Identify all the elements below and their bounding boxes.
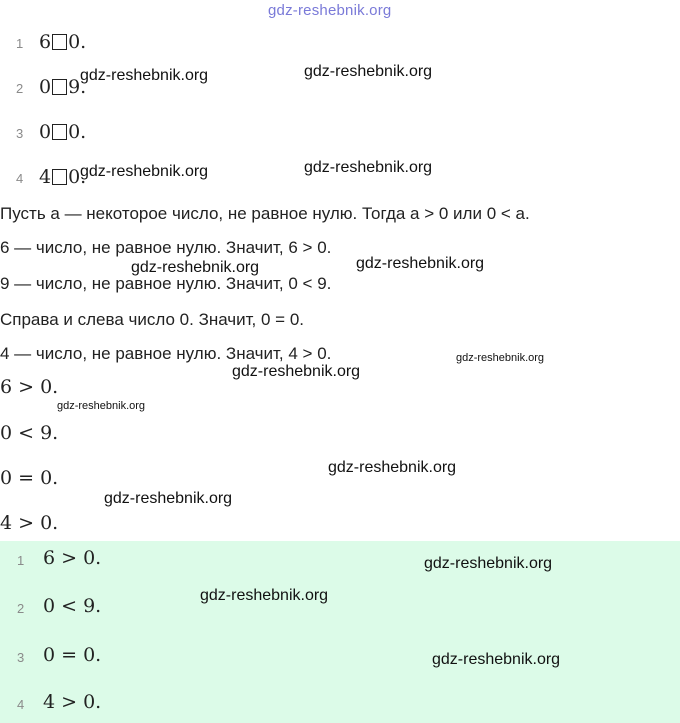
answer-number: 1 [17, 553, 25, 568]
result-line: 6 > 0. [0, 376, 59, 398]
answer-number: 2 [17, 601, 25, 616]
result-line: 4 > 0. [0, 512, 59, 534]
watermark: gdz-reshebnik.org [80, 163, 209, 180]
watermark-top: gdz-reshebnik.org [268, 2, 392, 19]
watermark: gdz-reshebnik.org [432, 651, 561, 668]
answer-number: 4 [17, 697, 25, 712]
answer-panel [0, 541, 680, 723]
task-item-4: 4 0. [39, 166, 87, 188]
explanation-line: Справа и слева число 0. Значит, 0 = 0. [0, 310, 305, 329]
result-line: 0 = 0. [0, 467, 59, 489]
watermark: gdz-reshebnik.org [424, 555, 553, 572]
result-line: 0 < 9. [0, 422, 59, 444]
answer-item: 0 < 9. [43, 595, 102, 617]
answer-item: 6 > 0. [43, 547, 102, 569]
task-item-number: 2 [16, 81, 24, 96]
watermark: gdz-reshebnik.org [328, 459, 457, 476]
blank-box-icon [52, 124, 67, 140]
watermark: gdz-reshebnik.org [104, 490, 233, 507]
watermark: gdz-reshebnik.org [356, 255, 485, 272]
watermark: gdz-reshebnik.org [80, 67, 209, 84]
task-item-3: 0 0. [39, 121, 87, 143]
intro-text: Пусть a — некоторое число, не равное нулю. Тогда a > 0 или 0 < a. [0, 204, 530, 223]
blank-box-icon [52, 34, 67, 50]
blank-box-icon [52, 79, 67, 95]
task-item-number: 4 [16, 171, 24, 186]
task-item-number: 3 [16, 126, 24, 141]
task-item-1: 6 0. [39, 31, 87, 53]
watermark: gdz-reshebnik.org [304, 159, 433, 176]
explanation-line: 6 — число, не равное нулю. Значит, 6 > 0. [0, 238, 332, 257]
watermark: gdz-reshebnik.org [456, 352, 545, 364]
watermark: gdz-reshebnik.org [232, 363, 361, 380]
task-item-number: 1 [16, 36, 24, 51]
watermark: gdz-reshebnik.org [57, 400, 146, 412]
blank-box-icon [52, 169, 67, 185]
task-item-2: 0 9. [39, 76, 87, 98]
watermark: gdz-reshebnik.org [200, 587, 329, 604]
answer-number: 3 [17, 650, 25, 665]
watermark: gdz-reshebnik.org [304, 63, 433, 80]
watermark: gdz-reshebnik.org [131, 259, 260, 276]
answer-item: 4 > 0. [43, 691, 102, 713]
explanation-line: 4 — число, не равное нулю. Значит, 4 > 0. [0, 344, 332, 363]
answer-item: 0 = 0. [43, 644, 102, 666]
explanation-line: 9 — число, не равное нулю. Значит, 0 < 9. [0, 274, 332, 293]
